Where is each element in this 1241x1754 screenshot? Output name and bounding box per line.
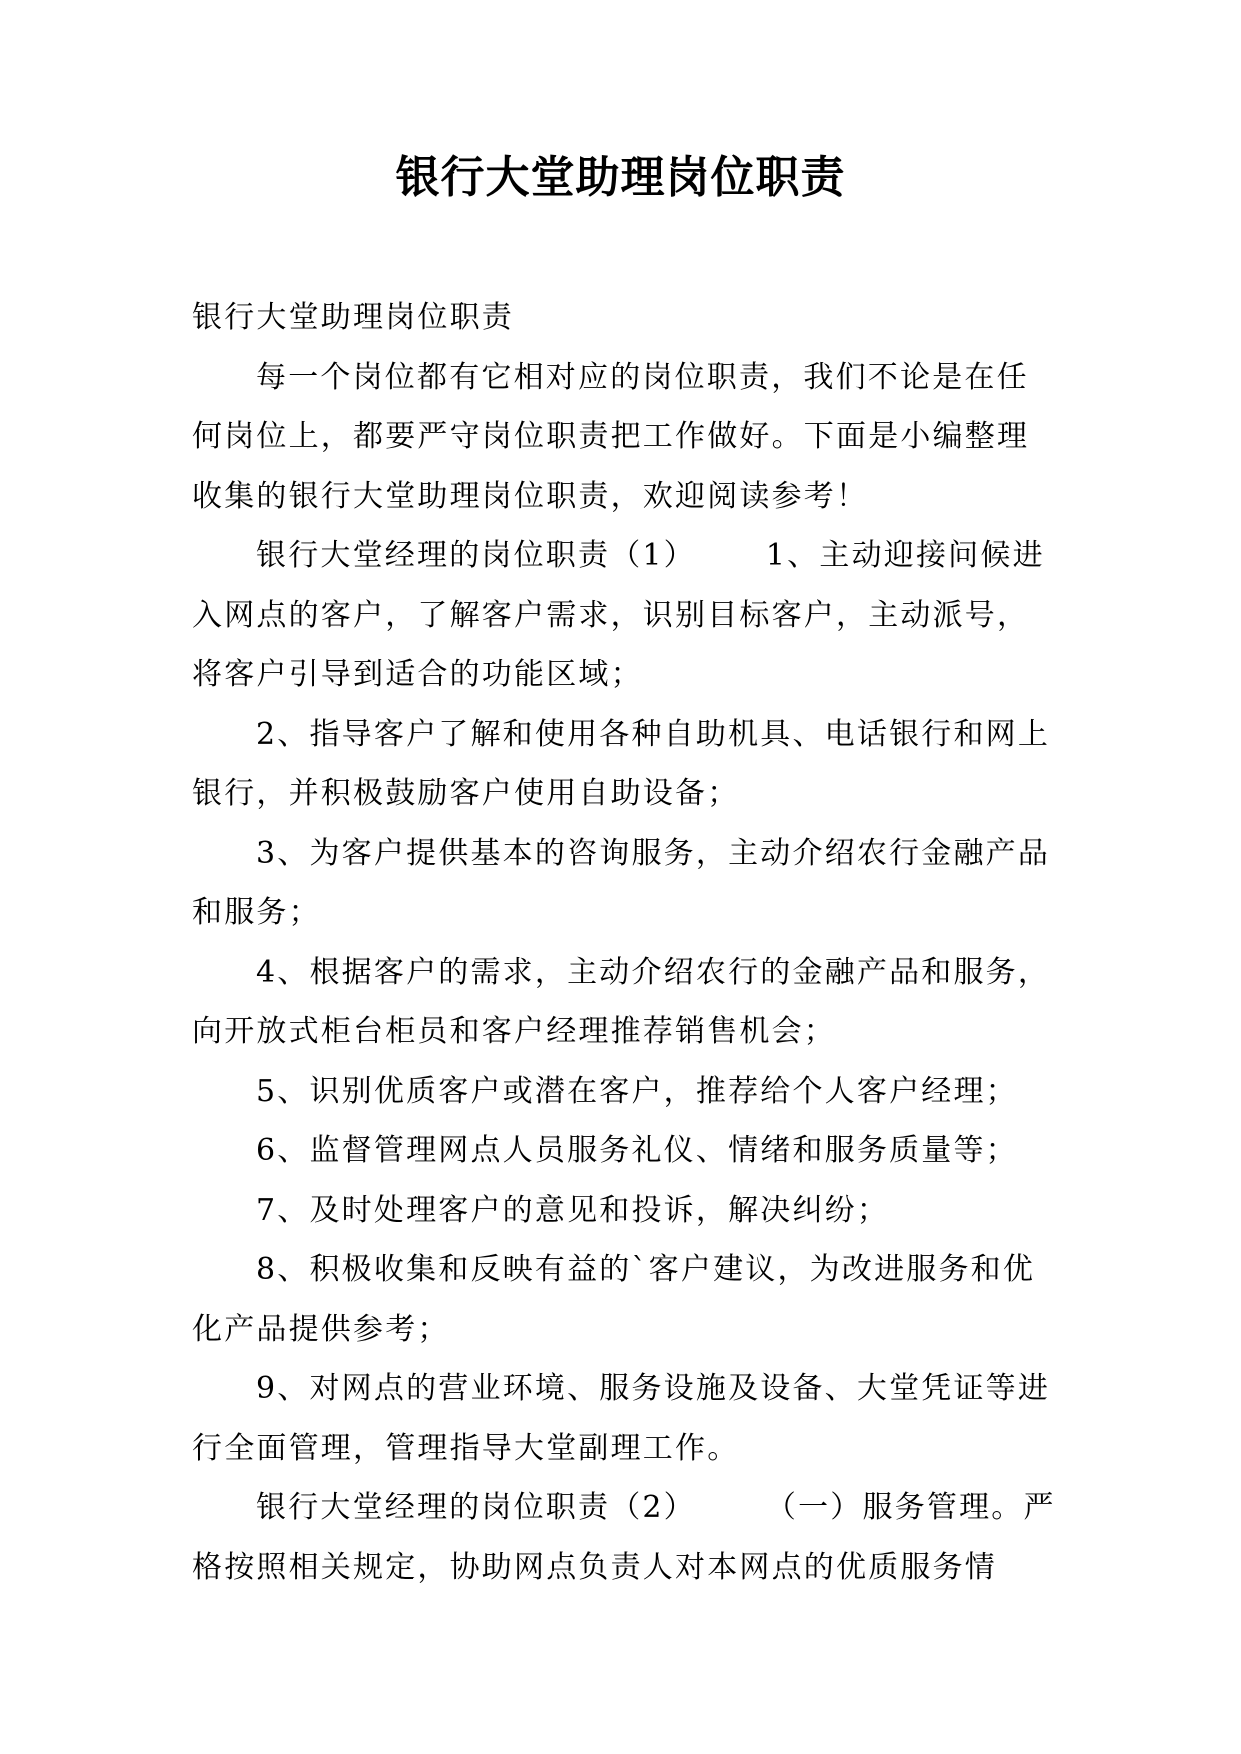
document-body <box>192 288 1060 1597</box>
duty-item-5: 5、识别优质客户或潜在客户，推荐给个人客户经理； <box>256 1073 1018 1109</box>
duty-item-8: 8、积极收集和反映有益的`客户建议，为改进服务和优化产品提供参考； <box>192 1252 1036 1347</box>
section-2-paragraph <box>192 1478 1060 1597</box>
duty-item-3: 3、为客户提供基本的咨询服务，主动介绍农行金融产品和服务； <box>192 835 1051 930</box>
duty-item-7: 7、及时处理客户的意见和投诉，解决纠纷； <box>256 1192 890 1228</box>
document-subtitle: 银行大堂助理岗位职责 <box>192 300 514 335</box>
section-2-heading: 银行大堂经理的岗位职责（2） <box>256 1490 696 1525</box>
service-management-text: （一）服务管理。严格按照相关规定，协助网点负责人对本网点的优质服务情 <box>192 1490 1056 1585</box>
duty-item-1: 1、主动迎接问候进入网点的客户，了解客户需求，识别目标客户，主动派号，将客户引导到适合的功能区域； <box>192 538 1045 692</box>
intro-paragraph: 每一个岗位都有它相对应的岗位职责，我们不论是在任何岗位上，都要严守岗位职责把工作做好。下面是小编整理收集的银行大堂助理岗位职责，欢迎阅读参考！ <box>192 359 1030 514</box>
section-1-heading: 银行大堂经理的岗位职责（1） <box>256 538 696 573</box>
duty-item-4: 4、根据客户的需求，主动介绍农行的金融产品和服务，向开放式柜台柜员和客户经理推荐销售机会； <box>192 954 1051 1049</box>
duty-item-2: 2、指导客户了解和使用各种自助机具、电话银行和网上银行，并积极鼓励客户使用自助设备； <box>192 716 1051 811</box>
duty-item-6: 6、监督管理网点人员服务礼仪、情绪和服务质量等； <box>256 1133 1018 1168</box>
section-1-paragraph <box>192 526 1060 705</box>
duty-item-9: 9、对网点的营业环境、服务设施及设备、大堂凭证等进行全面管理，管理指导大堂副理工作。 <box>192 1371 1051 1466</box>
document-title: 银行大堂助理岗位职责 <box>395 152 846 203</box>
